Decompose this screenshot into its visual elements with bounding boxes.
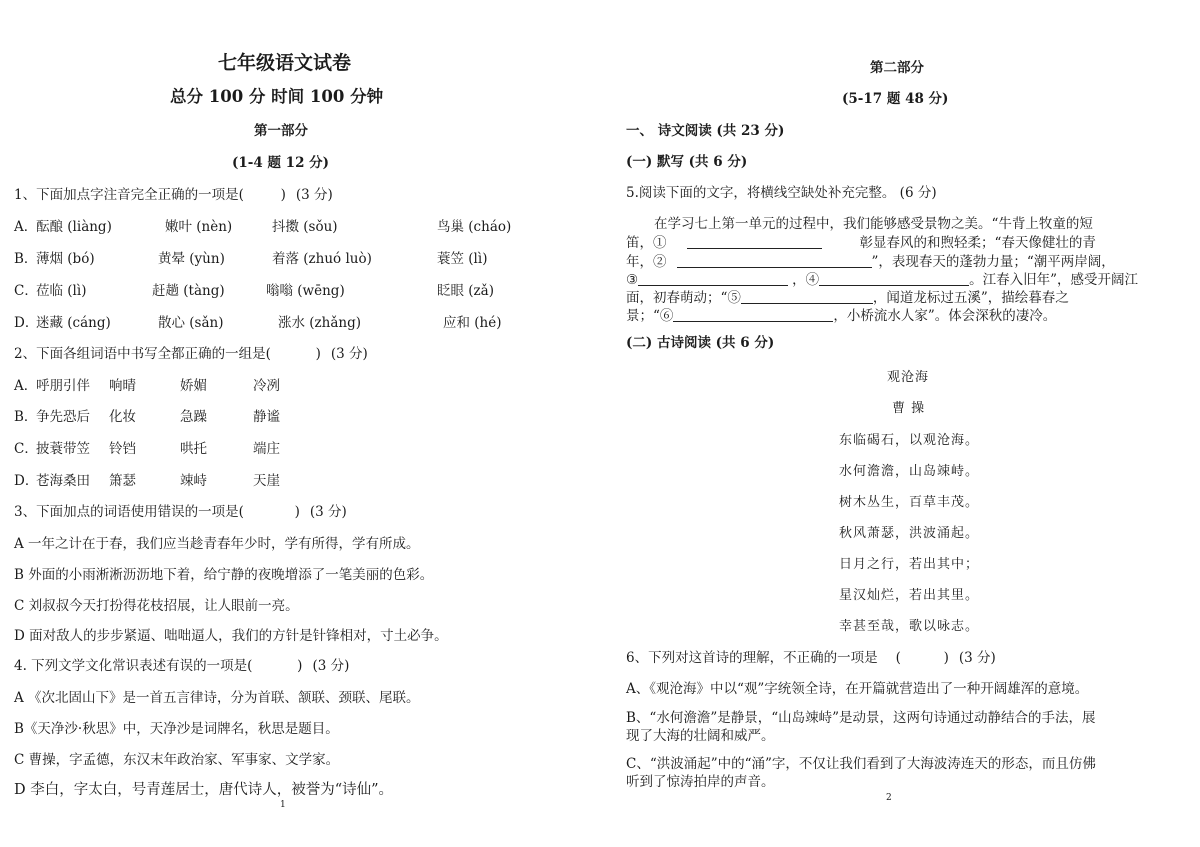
q1-b-item: 着落 (zhuó luò) [272, 251, 372, 267]
q1-b-item: 蓑笠 (lì) [437, 251, 488, 267]
q2-a-item: 响晴 [109, 378, 136, 394]
part-two-range: (5-17 题 48 分) [842, 91, 949, 107]
q2-c-item: 铃铛 [109, 441, 136, 457]
q2-d-item: 苍海桑田 [36, 473, 90, 489]
q4-option-d: D 李白，字太白，号青莲居士，唐代诗人，被誉为“诗仙”。 [14, 782, 394, 798]
question-3-text: 3、下面加点的词语使用错误的一项是 [14, 504, 239, 520]
q2-a-item: 冷冽 [253, 378, 280, 394]
poem-author: 曹 操 [892, 401, 926, 416]
q2-d-item: 箫瑟 [109, 473, 136, 489]
blank-5[interactable] [741, 289, 873, 304]
q1-d-item: 迷藏 (cáng) [36, 315, 111, 331]
q6-option-a: A、《观沧海》中以“观”字统领全诗，在开篇就营造出了一种开阔雄浑的意境。 [626, 681, 1089, 697]
part-two-heading: 第二部分 [870, 60, 924, 76]
q2-c-item: 哄托 [180, 441, 207, 457]
q5-line-4 [626, 268, 1138, 288]
q1-d-item: 涨水 (zhǎng) [278, 315, 362, 331]
q1-option-d: D． [14, 315, 39, 331]
poem-line: 东临碣石，以观沧海。 [839, 433, 980, 448]
sub-ancient-poem: (二) 古诗阅读 (共 6 分) [626, 335, 775, 351]
q5-line-4b: ，④ [792, 272, 820, 288]
blank-4[interactable] [819, 271, 969, 286]
exam-title: 七年级语文试卷 [218, 52, 352, 74]
q4-option-b: B《天净沙·秋思》中，天净沙是词牌名，秋思是题目。 [14, 721, 339, 737]
question-3: 3、下面加点的词语使用错误的一项是( ) (3 分) [14, 504, 347, 520]
q2-option-b: B． [14, 409, 38, 425]
q1-c-item: 莅临 (lì) [36, 283, 87, 299]
blank-2[interactable] [677, 253, 872, 268]
q6-option-c: C、“洪波涌起”中的“涌”字，不仅让我们看到了大海波涛连天的形态，而且仿佛 [626, 756, 1096, 772]
q2-a-item: 呼朋引伴 [36, 378, 90, 394]
q1-option-a [14, 215, 37, 235]
page-number-1: 1 [280, 800, 286, 810]
poem-line: 水何澹澹，山岛竦峙。 [839, 464, 980, 479]
q1-b-item: 薄烟 (bó) [36, 251, 95, 267]
q2-option-d: D． [14, 473, 39, 489]
q1-d-item: 散心 (sǎn) [158, 315, 224, 331]
question-1-text: 1、下面加点字注音完全正确的一项是 [14, 187, 239, 203]
blank-3[interactable] [638, 271, 788, 286]
q2-d-item: 天崖 [253, 473, 280, 489]
q1-a-item: 抖擞 (sǒu) [272, 219, 338, 235]
q2-c-item: 端庄 [253, 441, 280, 457]
blank-6[interactable] [673, 307, 833, 322]
part-one-range: (1-4 题 12 分) [232, 155, 330, 171]
question-6-score: (3 分) [958, 650, 996, 666]
q3-option-a: A 一年之计在于春，我们应当趁青春年少时，学有所得，学有所成。 [14, 536, 420, 552]
option-label: A． [14, 219, 38, 235]
q1-option-c: C． [14, 283, 38, 299]
q1-a-item: 酝酿 (liàng) [36, 219, 112, 235]
q6-option-b: B、“水何澹澹”是静景，“山岛竦峙”是动景，这两句诗通过动静结合的手法，展 [626, 710, 1096, 726]
q5-line-6a: 景；“⑥ [626, 308, 674, 324]
q1-option-b: B． [14, 251, 38, 267]
question-6-text: 6、下列对这首诗的理解，不正确的一项是 [626, 650, 878, 666]
q5-line-2b: 彰显春风的和煦轻柔；“春天像健壮的青 [859, 235, 1096, 251]
q1-c-item: 眨眼 (zǎ) [437, 283, 494, 299]
q1-a-item: 鸟巢 (cháo) [437, 219, 512, 235]
q2-c-item: 披蓑带笠 [36, 441, 90, 457]
q2-d-item: 竦峙 [180, 473, 207, 489]
q5-line-5 [626, 286, 1069, 306]
sub-dictation: (一) 默写 (共 6 分) [626, 154, 748, 170]
q4-option-a: A 《次北固山下》是一首五言律诗，分为首联、颔联、颈联、尾联。 [14, 690, 420, 706]
q6-option-c-cont: 听到了惊涛拍岸的声音。 [626, 774, 775, 790]
poem-line: 星汉灿烂，若出其里。 [839, 588, 980, 603]
poem-line: 树木丛生，百草丰茂。 [839, 495, 980, 510]
q1-b-item: 黄晕 (yùn) [158, 251, 225, 267]
q6-option-b-cont: 现了大海的壮阔和威严。 [626, 728, 775, 744]
q5-line-6b: ，小桥流水人家”。体会深秋的凄冷。 [833, 308, 1057, 324]
q5-line-3b: ”，表现春天的蓬勃力量；“潮平两岸阔， [871, 254, 1115, 270]
question-5: 5.阅读下面的文字，将横线空缺处补充完整。 (6 分) [626, 185, 937, 201]
q5-line-2a: 笛，① [626, 235, 667, 251]
question-1-score: (3 分) [295, 187, 333, 203]
poem-line: 秋风萧瑟，洪波涌起。 [839, 526, 980, 541]
q5-line-1: 在学习七上第一单元的过程中，我们能够感受景物之美。“牛背上牧童的短 [654, 216, 1093, 232]
q5-line-4c: 。江春入旧年”，感受开阔江 [969, 272, 1139, 288]
section-poetry-reading: 一、 诗文阅读 (共 23 分) [626, 123, 785, 139]
q2-b-item: 急躁 [180, 409, 207, 425]
blank-1[interactable] [687, 234, 822, 249]
question-2-score: (3 分) [330, 346, 368, 362]
question-1: 1、下面加点字注音完全正确的一项是( ) (3 分) [14, 187, 333, 203]
q5-line-3a: 年，② [626, 254, 667, 270]
poem-line: 幸甚至哉，歌以咏志。 [839, 619, 980, 634]
question-2: 2、下面各组词语中书写全都正确的一组是( ) (3 分) [14, 346, 368, 362]
question-4-text: 4. 下列文学文化常识表述有误的一项是 [14, 658, 248, 674]
q5-line-6 [626, 304, 1056, 324]
q5-line-3 [626, 250, 1115, 270]
poem-line: 日月之行，若出其中； [839, 557, 980, 572]
exam-subtitle: 总分 100 分 时间 100 分钟 [170, 87, 384, 106]
question-4-score: (3 分) [312, 658, 350, 674]
q2-b-item: 化妆 [109, 409, 136, 425]
q1-a-item: 嫩叶 (nèn) [165, 219, 233, 235]
q2-b-item: 争先恐后 [36, 409, 90, 425]
q2-b-item: 静谧 [253, 409, 280, 425]
poem-title: 观沧海 [887, 370, 930, 385]
page-number-2: 2 [886, 793, 892, 803]
q4-option-c: C 曹操，字孟德，东汉末年政治家、军事家、文学家。 [14, 752, 340, 768]
part-one-heading: 第一部分 [254, 123, 308, 139]
question-2-text: 2、下面各组词语中书写全都正确的一组是 [14, 346, 266, 362]
q3-option-c: C 刘叔叔今天打扮得花枝招展，让人眼前一亮。 [14, 598, 299, 614]
q1-d-item: 应和 (hé) [443, 315, 502, 331]
question-6: 6、下列对这首诗的理解，不正确的一项是 ( ) (3 分) [626, 650, 996, 666]
q5-line-5a: 面，初春萌动；“⑤ [626, 290, 741, 306]
q1-c-item: 赶趟 (tàng) [152, 283, 225, 299]
question-3-score: (3 分) [309, 504, 347, 520]
q5-line-2 [626, 231, 1096, 251]
q3-option-d: D 面对敌人的步步紧逼、咄咄逼人，我们的方针是针锋相对，寸土必争。 [14, 628, 448, 644]
q1-c-item: 嗡嗡 (wēng) [266, 283, 345, 299]
q2-option-c: C． [14, 441, 38, 457]
q2-option-a: A． [14, 378, 38, 394]
q2-a-item: 娇媚 [180, 378, 207, 394]
q3-option-b: B 外面的小雨淅淅沥沥地下着，给宁静的夜晚增添了一笔美丽的色彩。 [14, 567, 434, 583]
question-4: 4. 下列文学文化常识表述有误的一项是( ) (3 分) [14, 658, 350, 674]
q5-line-5b: ，闻道龙标过五溪”，描绘暮春之 [872, 290, 1069, 306]
q5-line-4a: ③ [626, 272, 639, 288]
